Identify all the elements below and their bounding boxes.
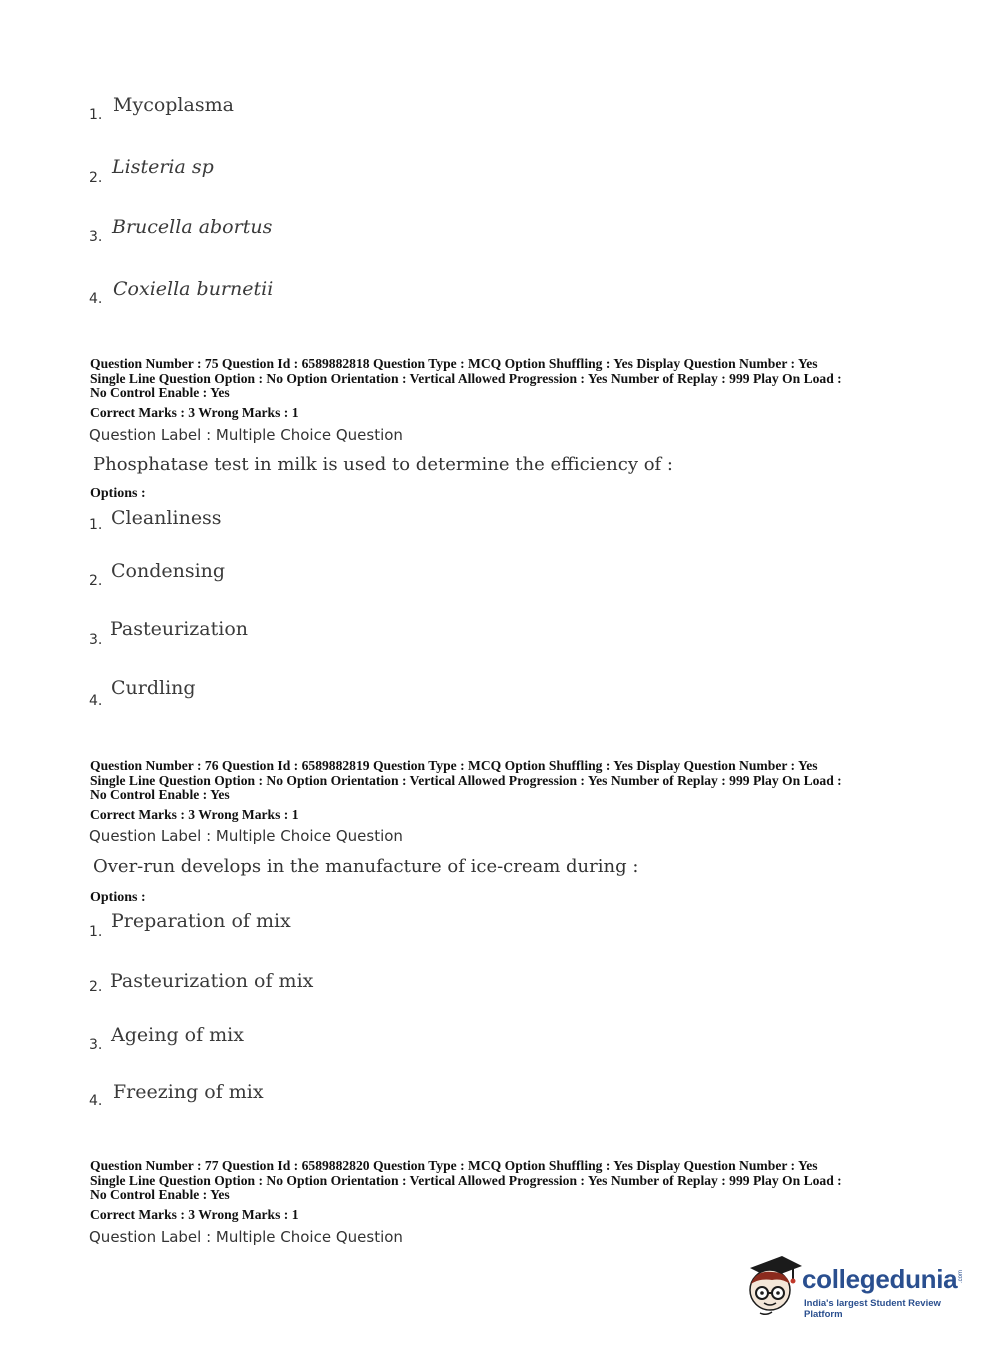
question-meta-line: No Control Enable : Yes: [90, 1187, 230, 1202]
question-label: Question Label : Multiple Choice Question: [89, 827, 403, 845]
option-text: Cleanliness: [111, 507, 222, 529]
option-text: Freezing of mix: [113, 1081, 264, 1103]
option-text: Listeria sp: [112, 156, 214, 178]
question-meta-line: No Control Enable : Yes: [90, 787, 230, 802]
option-number: 1.: [89, 517, 103, 533]
question-marks: Correct Marks : 3 Wrong Marks : 1: [90, 405, 299, 420]
option-number: 2.: [89, 979, 103, 995]
option-number: 4.: [89, 291, 103, 307]
option-number: 2.: [89, 573, 103, 589]
option-number: 3.: [89, 632, 103, 648]
option-text: Preparation of mix: [111, 910, 291, 932]
question-meta-line: Single Line Question Option : No Option Orientation : Vertical Allowed Progression : Yes Number of Replay : 999 Play On Load :: [90, 1173, 842, 1188]
question-meta-line: No Control Enable : Yes: [90, 385, 230, 400]
logo-domain-suffix: .com: [958, 1270, 964, 1284]
question-meta-line: Single Line Question Option : No Option Orientation : Vertical Allowed Progression : Yes Number of Replay : 999 Play On Load :: [90, 773, 842, 788]
question-meta-line: Question Number : 76 Question Id : 6589882819 Question Type : MCQ Option Shuffling : Yes Display Question Number : Yes: [90, 758, 818, 773]
question-label: Question Label : Multiple Choice Question: [89, 1228, 403, 1246]
option-text: Pasteurization of mix: [110, 970, 314, 992]
question-marks: Correct Marks : 3 Wrong Marks : 1: [90, 1207, 299, 1222]
option-number: 1.: [89, 107, 103, 123]
option-text: Mycoplasma: [113, 94, 234, 116]
option-text: Curdling: [111, 677, 196, 699]
logo-name: collegedunia: [802, 1264, 958, 1294]
option-number: 1.: [89, 924, 103, 940]
options-heading: Options :: [90, 890, 146, 905]
question-marks: Correct Marks : 3 Wrong Marks : 1: [90, 807, 299, 822]
question-meta-line: Question Number : 77 Question Id : 6589882820 Question Type : MCQ Option Shuffling : Yes Display Question Number : Yes: [90, 1158, 818, 1173]
question-text: Phosphatase test in milk is used to determine the efficiency of :: [93, 454, 673, 475]
option-text: Brucella abortus: [112, 216, 273, 238]
option-number: 4.: [89, 1093, 103, 1109]
question-text: Over-run develops in the manufacture of ice-cream during :: [93, 856, 639, 877]
option-number: 2.: [89, 170, 103, 186]
option-text: Coxiella burnetii: [113, 278, 274, 300]
collegedunia-logo[interactable]: [742, 1250, 972, 1320]
option-text: Pasteurization: [110, 618, 249, 640]
logo-tagline: India's largest Student Review Platform: [804, 1298, 941, 1320]
graduate-mascot-icon: [742, 1250, 804, 1316]
option-text: Condensing: [111, 560, 226, 582]
question-meta-line: Question Number : 75 Question Id : 6589882818 Question Type : MCQ Option Shuffling : Yes Display Question Number : Yes: [90, 356, 818, 371]
option-number: 3.: [89, 229, 103, 245]
question-meta-line: Single Line Question Option : No Option Orientation : Vertical Allowed Progression : Yes Number of Replay : 999 Play On Load :: [90, 371, 842, 386]
option-number: 3.: [89, 1037, 103, 1053]
question-label: Question Label : Multiple Choice Question: [89, 426, 403, 444]
options-heading: Options :: [90, 486, 146, 501]
option-number: 4.: [89, 693, 103, 709]
option-text: Ageing of mix: [111, 1024, 244, 1046]
